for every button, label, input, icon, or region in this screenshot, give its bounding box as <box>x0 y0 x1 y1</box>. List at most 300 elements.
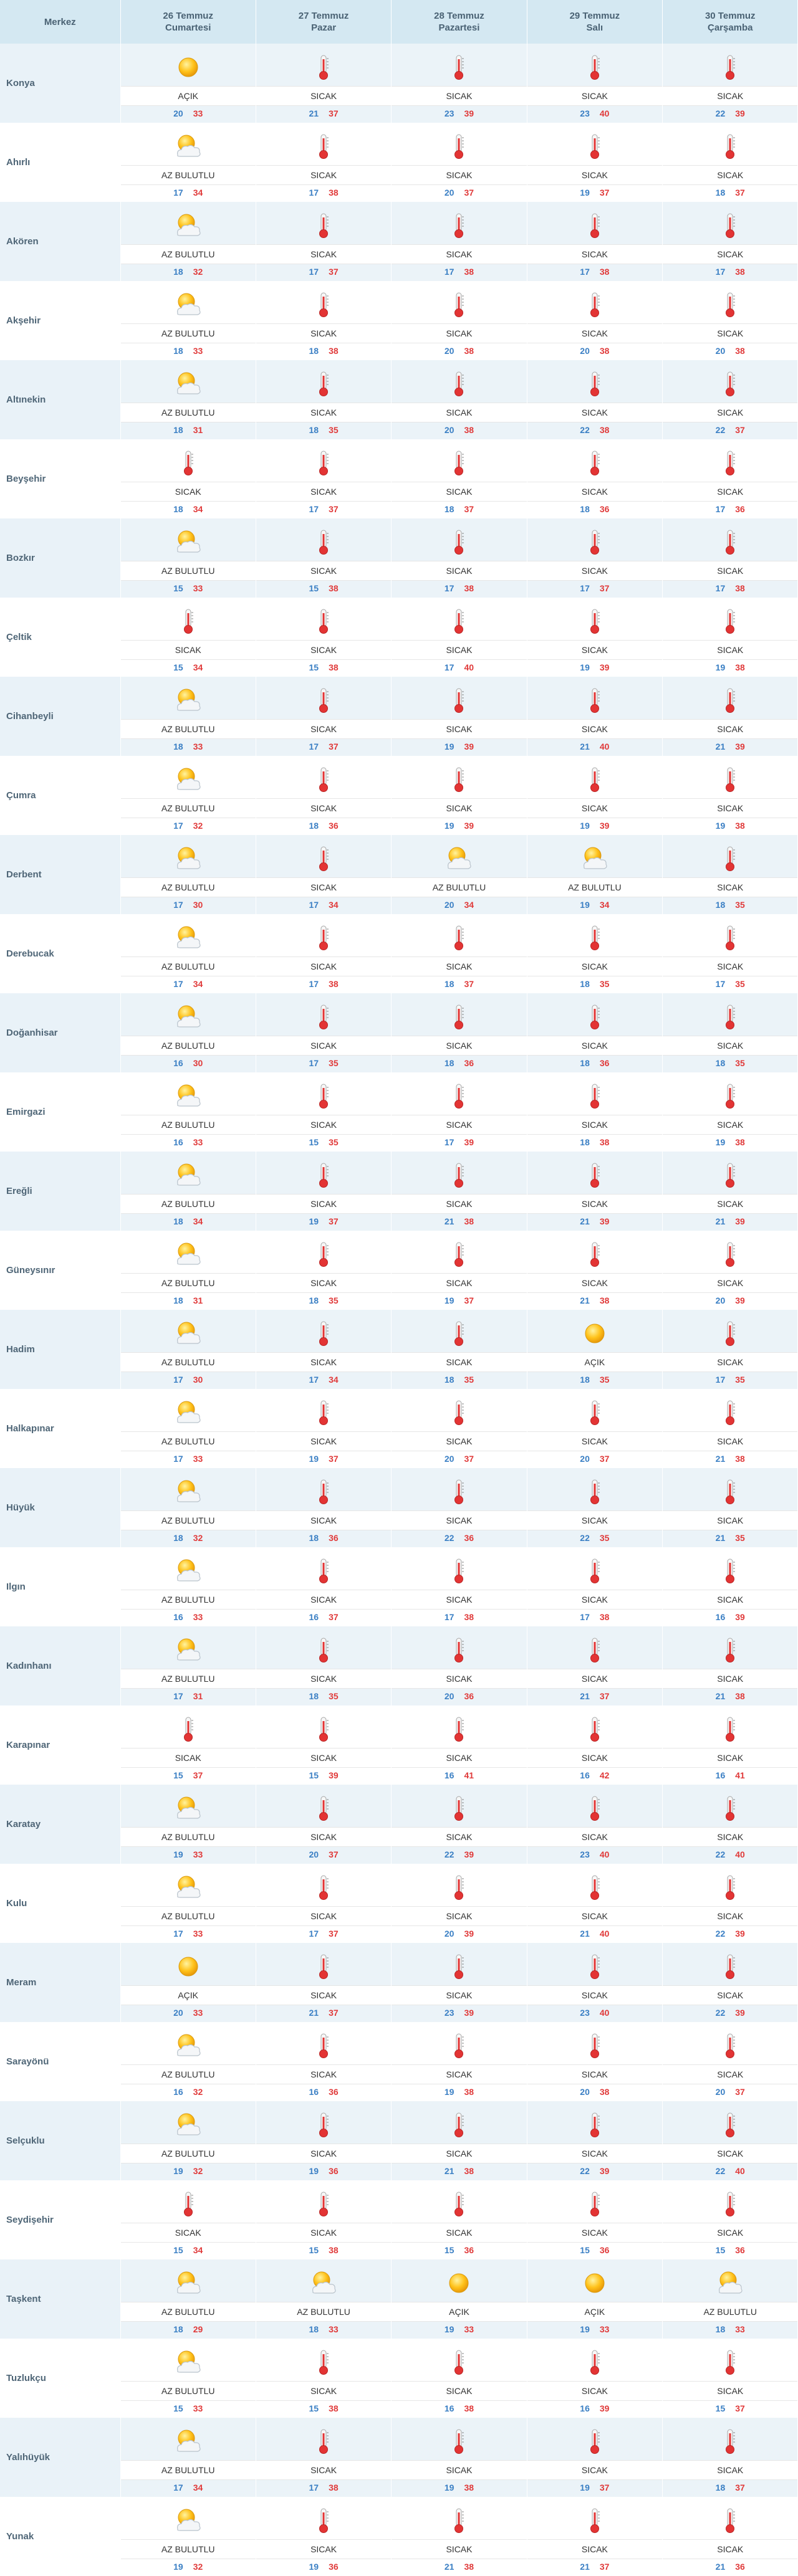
max-temperature: 37 <box>735 188 745 198</box>
condition-label: SICAK <box>256 1115 391 1135</box>
min-temperature: 19 <box>580 188 590 198</box>
min-temperature: 17 <box>173 1375 183 1385</box>
condition-label: AZ BULUTLU <box>663 2302 797 2322</box>
condition-label: SICAK <box>663 2144 797 2163</box>
condition-label: SICAK <box>256 1194 391 1214</box>
min-temperature: 20 <box>173 2008 183 2018</box>
min-temperature: 17 <box>309 979 319 989</box>
max-temperature: 33 <box>193 108 203 118</box>
temperature-range <box>716 2324 745 2334</box>
location-name: Karapınar <box>0 1705 120 1785</box>
max-temperature: 36 <box>464 1058 474 1068</box>
max-temperature: 38 <box>735 1454 745 1464</box>
forecast-cell <box>663 439 798 518</box>
table-row <box>0 518 798 598</box>
location-name: Sarayönü <box>0 2022 120 2101</box>
temperature-range <box>580 108 609 118</box>
forecast-cell <box>663 835 798 914</box>
max-temperature: 38 <box>735 346 745 356</box>
min-temperature: 18 <box>309 1295 319 1305</box>
forecast-cell <box>392 2418 527 2497</box>
max-temperature: 38 <box>464 2087 474 2097</box>
temperature-range <box>716 188 745 198</box>
condition-label: SICAK <box>256 1985 391 2005</box>
forecast-cell <box>663 202 798 281</box>
min-temperature: 17 <box>173 900 183 910</box>
condition-label: SICAK <box>663 403 797 422</box>
forecast-cell <box>120 1468 256 1547</box>
max-temperature: 34 <box>329 900 339 910</box>
min-temperature: 23 <box>444 108 454 118</box>
forecast-cell <box>663 993 798 1072</box>
condition-label: SICAK <box>256 1827 391 1847</box>
temperature-range <box>716 821 745 831</box>
max-temperature: 35 <box>735 1533 745 1543</box>
temperature-range <box>580 2324 609 2334</box>
max-temperature: 33 <box>464 2324 474 2334</box>
max-temperature: 38 <box>735 583 745 593</box>
max-temperature: 38 <box>735 662 745 672</box>
temperature-range <box>580 1929 609 1939</box>
thermometer-icon <box>308 1478 339 1505</box>
min-temperature: 15 <box>309 2403 319 2413</box>
forecast-cell <box>256 518 391 598</box>
condition-label: AZ BULUTLU <box>121 1273 256 1293</box>
max-temperature: 37 <box>735 2483 745 2493</box>
condition-label: SICAK <box>256 1352 391 1372</box>
forecast-cell <box>120 1785 256 1864</box>
forecast-cell <box>527 2418 662 2497</box>
temperature-range <box>173 2483 203 2493</box>
table-row <box>0 756 798 835</box>
temperature-range <box>173 979 203 989</box>
temperature-range <box>716 504 745 514</box>
thermometer-icon <box>579 1874 610 1901</box>
thermometer-icon <box>308 1636 339 1664</box>
max-temperature: 30 <box>193 1375 203 1385</box>
partly-cloudy-icon <box>173 1795 204 1822</box>
condition-label: SICAK <box>121 482 256 502</box>
temperature-range <box>173 2166 203 2176</box>
min-temperature: 18 <box>580 1058 590 1068</box>
condition-label: SICAK <box>663 1827 797 1847</box>
location-name: Akşehir <box>0 281 120 360</box>
location-name: Hadim <box>0 1310 120 1389</box>
temperature-range <box>716 2008 745 2018</box>
partly-cloudy-icon <box>173 1162 204 1189</box>
max-temperature: 37 <box>329 1849 339 1859</box>
forecast-cell <box>120 1943 256 2022</box>
forecast-cell <box>120 2022 256 2101</box>
thermometer-icon <box>443 2032 474 2059</box>
thermometer-icon <box>443 924 474 952</box>
max-temperature: 37 <box>599 2562 610 2572</box>
min-temperature: 20 <box>715 2087 726 2097</box>
max-temperature: 38 <box>735 1691 745 1701</box>
min-temperature: 17 <box>173 979 183 989</box>
temperature-range <box>580 267 609 277</box>
thermometer-icon <box>308 1241 339 1268</box>
condition-label: SICAK <box>256 244 391 264</box>
thermometer-icon <box>579 1636 610 1664</box>
forecast-cell <box>663 1864 798 1943</box>
min-temperature: 17 <box>173 1454 183 1464</box>
max-temperature: 36 <box>329 2562 339 2572</box>
location-name: Emirgazi <box>0 1072 120 1152</box>
min-temperature: 17 <box>715 504 726 514</box>
forecast-cell <box>392 1943 527 2022</box>
min-temperature: 16 <box>173 1612 183 1622</box>
location-name: Güneysınır <box>0 1231 120 1310</box>
location-name: Akören <box>0 202 120 281</box>
location-name: Taşkent <box>0 2259 120 2339</box>
thermometer-icon <box>443 2349 474 2376</box>
forecast-cell <box>256 439 391 518</box>
thermometer-icon <box>443 766 474 793</box>
forecast-cell <box>663 281 798 360</box>
temperature-range <box>173 2403 203 2413</box>
temperature-range <box>173 188 203 198</box>
min-temperature: 18 <box>309 425 319 435</box>
forecast-cell <box>256 123 391 202</box>
max-temperature: 42 <box>599 1770 610 1780</box>
thermometer-icon <box>443 133 474 160</box>
min-temperature: 18 <box>444 979 454 989</box>
temperature-range <box>173 1612 203 1622</box>
min-temperature: 23 <box>580 1849 590 1859</box>
temperature-range <box>445 2245 474 2255</box>
thermometer-icon <box>579 1399 610 1426</box>
condition-label: SICAK <box>256 1036 391 1056</box>
forecast-cell <box>392 2022 527 2101</box>
temperature-range <box>580 1849 609 1859</box>
table-row <box>0 2180 798 2259</box>
location-name: Kulu <box>0 1864 120 1943</box>
condition-label: SICAK <box>256 1590 391 1610</box>
min-temperature: 18 <box>309 2324 319 2334</box>
thermometer-icon <box>308 1874 339 1901</box>
condition-label: SICAK <box>392 1827 526 1847</box>
condition-label: SICAK <box>256 2539 391 2559</box>
thermometer-icon <box>443 608 474 635</box>
temperature-range <box>580 1612 609 1622</box>
temperature-range <box>445 2562 474 2572</box>
min-temperature: 17 <box>715 583 726 593</box>
condition-label: SICAK <box>256 482 391 502</box>
max-temperature: 30 <box>193 900 203 910</box>
condition-label: SICAK <box>663 1431 797 1451</box>
condition-label: SICAK <box>392 482 526 502</box>
table-row <box>0 1231 798 1310</box>
forecast-cell <box>527 1231 662 1310</box>
condition-label: AZ BULUTLU <box>121 719 256 739</box>
thermometer-icon <box>579 608 610 635</box>
min-temperature: 22 <box>715 2166 726 2176</box>
temperature-range <box>580 583 609 593</box>
forecast-cell <box>527 44 662 123</box>
condition-label: AZ BULUTLU <box>121 1115 256 1135</box>
forecast-cell <box>256 1468 391 1547</box>
temperature-range <box>716 1058 745 1068</box>
forecast-cell <box>663 518 798 598</box>
forecast-cell <box>663 1785 798 1864</box>
forecast-cell <box>527 2022 662 2101</box>
location-name: Halkapınar <box>0 1389 120 1468</box>
location-name: Cihanbeyli <box>0 677 120 756</box>
condition-label: SICAK <box>392 165 526 185</box>
forecast-cell <box>663 2339 798 2418</box>
temperature-range <box>445 583 474 593</box>
temperature-range <box>309 1375 339 1385</box>
temperature-range <box>309 2483 339 2493</box>
condition-label: SICAK <box>256 719 391 739</box>
forecast-cell <box>120 2339 256 2418</box>
max-temperature: 33 <box>735 2324 745 2334</box>
thermometer-icon <box>714 1399 746 1426</box>
thermometer-icon <box>308 1320 339 1347</box>
condition-label: SICAK <box>256 798 391 818</box>
forecast-cell <box>663 2022 798 2101</box>
location-name: Hüyük <box>0 1468 120 1547</box>
max-temperature: 40 <box>599 1929 610 1939</box>
min-temperature: 19 <box>444 742 454 751</box>
condition-label: SICAK <box>392 1352 526 1372</box>
max-temperature: 33 <box>193 2008 203 2018</box>
max-temperature: 39 <box>464 821 474 831</box>
max-temperature: 34 <box>193 662 203 672</box>
condition-label: AZ BULUTLU <box>121 1431 256 1451</box>
forecast-cell <box>663 598 798 677</box>
forecast-cell <box>256 1389 391 1468</box>
temperature-range <box>445 2008 474 2018</box>
temperature-range <box>580 2245 609 2255</box>
temperature-range <box>173 1849 203 1859</box>
forecast-cell <box>120 2497 256 2576</box>
temperature-range <box>580 1375 609 1385</box>
forecast-cell <box>392 835 527 914</box>
condition-label: AZ BULUTLU <box>121 1352 256 1372</box>
min-temperature: 21 <box>444 1216 454 1226</box>
min-temperature: 18 <box>309 346 319 356</box>
partly-cloudy-icon <box>173 766 204 793</box>
thermometer-icon <box>443 449 474 477</box>
temperature-range <box>716 2087 745 2097</box>
thermometer-icon <box>579 291 610 318</box>
min-temperature: 17 <box>309 742 319 751</box>
forecast-cell <box>256 1943 391 2022</box>
min-temperature: 17 <box>309 504 319 514</box>
max-temperature: 39 <box>464 742 474 751</box>
min-temperature: 15 <box>309 2245 319 2255</box>
condition-label: AZ BULUTLU <box>121 1827 256 1847</box>
max-temperature: 36 <box>735 2562 745 2572</box>
location-name: Meram <box>0 1943 120 2022</box>
table-row <box>0 993 798 1072</box>
forecast-cell <box>663 2418 798 2497</box>
max-temperature: 37 <box>329 1216 339 1226</box>
min-temperature: 21 <box>580 1691 590 1701</box>
condition-label: SICAK <box>663 1906 797 1926</box>
min-temperature: 15 <box>444 2245 454 2255</box>
temperature-range <box>716 1454 745 1464</box>
temperature-range <box>445 1929 474 1939</box>
max-temperature: 37 <box>329 1929 339 1939</box>
table-row <box>0 2259 798 2339</box>
thermometer-icon <box>714 608 746 635</box>
temperature-range <box>716 1295 745 1305</box>
condition-label: SICAK <box>527 1669 662 1689</box>
min-temperature: 22 <box>715 425 726 435</box>
forecast-cell <box>256 360 391 439</box>
location-name: Beyşehir <box>0 439 120 518</box>
min-temperature: 16 <box>580 1770 590 1780</box>
condition-label: AZ BULUTLU <box>527 877 662 897</box>
temperature-range <box>445 108 474 118</box>
max-temperature: 38 <box>329 662 339 672</box>
forecast-cell <box>392 1864 527 1943</box>
min-temperature: 21 <box>715 2562 726 2572</box>
forecast-cell <box>120 2101 256 2180</box>
min-temperature: 17 <box>309 1058 319 1068</box>
min-temperature: 21 <box>580 1295 590 1305</box>
min-temperature: 21 <box>580 742 590 751</box>
condition-label: SICAK <box>392 1748 526 1768</box>
thermometer-icon <box>714 1241 746 1268</box>
thermometer-icon <box>714 845 746 872</box>
min-temperature: 21 <box>715 1691 726 1701</box>
forecast-cell <box>527 1626 662 1705</box>
temperature-range <box>309 2245 339 2255</box>
max-temperature: 36 <box>329 2166 339 2176</box>
location-name: Derbent <box>0 835 120 914</box>
max-temperature: 39 <box>464 108 474 118</box>
min-temperature: 16 <box>173 1137 183 1147</box>
forecast-cell <box>392 1547 527 1626</box>
max-temperature: 39 <box>735 1216 745 1226</box>
thermometer-icon <box>714 2428 746 2455</box>
min-temperature: 15 <box>715 2245 726 2255</box>
thermometer-icon <box>443 1162 474 1189</box>
max-temperature: 30 <box>193 1058 203 1068</box>
condition-label: SICAK <box>663 482 797 502</box>
temperature-range <box>309 583 339 593</box>
thermometer-icon <box>714 54 746 81</box>
temperature-range <box>309 1137 339 1147</box>
table-row <box>0 2022 798 2101</box>
thermometer-icon <box>714 449 746 477</box>
forecast-cell <box>527 1943 662 2022</box>
forecast-cell <box>663 360 798 439</box>
max-temperature: 37 <box>329 1454 339 1464</box>
forecast-cell <box>663 756 798 835</box>
temperature-range <box>716 2403 745 2413</box>
min-temperature: 18 <box>580 1137 590 1147</box>
max-temperature: 39 <box>599 2403 610 2413</box>
max-temperature: 32 <box>193 821 203 831</box>
min-temperature: 17 <box>444 267 454 277</box>
min-temperature: 16 <box>444 2403 454 2413</box>
condition-label: SICAK <box>392 1036 526 1056</box>
table-row <box>0 835 798 914</box>
temperature-range <box>309 900 339 910</box>
thermometer-icon <box>308 845 339 872</box>
condition-label: SICAK <box>663 640 797 660</box>
max-temperature: 37 <box>599 2483 610 2493</box>
temperature-range <box>580 2008 609 2018</box>
forecast-cell <box>527 756 662 835</box>
max-temperature: 35 <box>735 1058 745 1068</box>
condition-label: SICAK <box>527 403 662 422</box>
forecast-cell <box>392 1072 527 1152</box>
forecast-cell <box>392 677 527 756</box>
min-temperature: 21 <box>444 2562 454 2572</box>
condition-label: SICAK <box>527 1036 662 1056</box>
location-name: Kadınhanı <box>0 1626 120 1705</box>
condition-label: SICAK <box>121 640 256 660</box>
thermometer-icon <box>579 1162 610 1189</box>
location-name: Seydişehir <box>0 2180 120 2259</box>
condition-label: SICAK <box>392 956 526 976</box>
forecast-cell <box>392 44 527 123</box>
min-temperature: 19 <box>580 900 590 910</box>
forecast-cell <box>527 1864 662 1943</box>
max-temperature: 39 <box>464 2008 474 2018</box>
thermometer-icon <box>714 1003 746 1031</box>
thermometer-icon <box>443 291 474 318</box>
max-temperature: 41 <box>464 1770 474 1780</box>
condition-label: SICAK <box>256 1431 391 1451</box>
thermometer-icon <box>714 1557 746 1585</box>
sun-icon <box>173 54 204 81</box>
forecast-cell <box>392 598 527 677</box>
max-temperature: 39 <box>735 2008 745 2018</box>
forecast-cell <box>663 1547 798 1626</box>
min-temperature: 19 <box>444 2483 454 2493</box>
condition-label: AZ BULUTLU <box>392 877 526 897</box>
temperature-range <box>173 346 203 356</box>
condition-label: SICAK <box>256 1273 391 1293</box>
min-temperature: 22 <box>444 1533 454 1543</box>
thermometer-icon <box>308 924 339 952</box>
temperature-range <box>309 1770 339 1780</box>
partly-cloudy-icon <box>173 1636 204 1664</box>
forecast-cell <box>256 2339 391 2418</box>
max-temperature: 35 <box>735 1375 745 1385</box>
forecast-cell <box>663 1943 798 2022</box>
temperature-range <box>309 742 339 751</box>
condition-label: SICAK <box>392 1273 526 1293</box>
table-row <box>0 1152 798 1231</box>
condition-label: AZ BULUTLU <box>121 244 256 264</box>
temperature-range <box>309 2324 339 2334</box>
condition-label: SICAK <box>392 2381 526 2401</box>
thermometer-icon <box>579 133 610 160</box>
min-temperature: 19 <box>309 2166 319 2176</box>
temperature-range <box>580 504 609 514</box>
min-temperature: 17 <box>309 188 319 198</box>
forecast-cell <box>663 2101 798 2180</box>
temperature-range <box>445 1375 474 1385</box>
min-temperature: 15 <box>173 1770 183 1780</box>
max-temperature: 40 <box>464 662 474 672</box>
max-temperature: 37 <box>599 1691 610 1701</box>
temperature-range <box>580 1216 609 1226</box>
forecast-cell <box>663 2259 798 2339</box>
temperature-range <box>716 1691 745 1701</box>
max-temperature: 38 <box>735 821 745 831</box>
max-temperature: 37 <box>599 583 610 593</box>
temperature-range <box>173 662 203 672</box>
